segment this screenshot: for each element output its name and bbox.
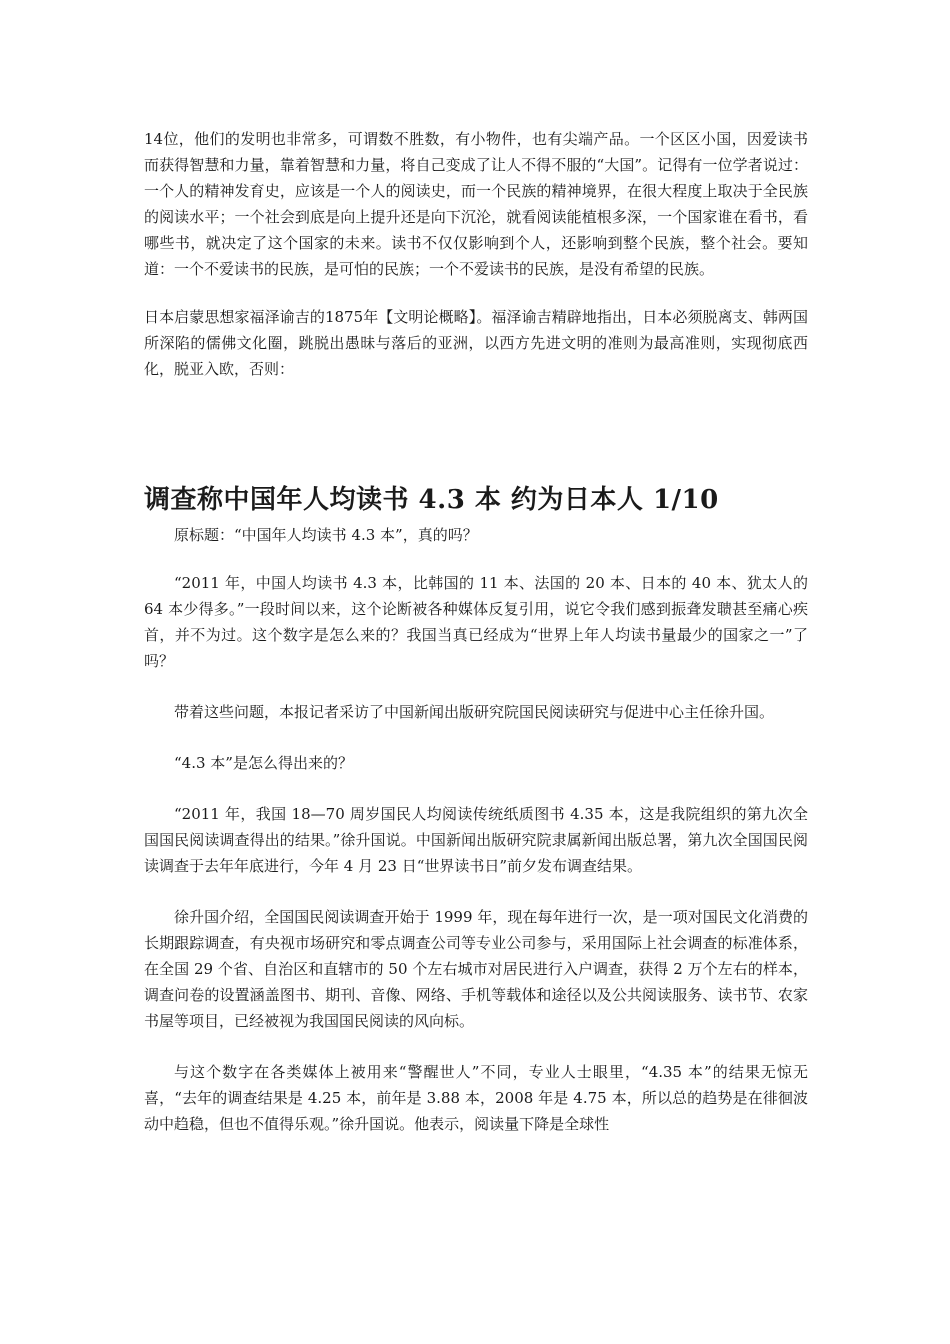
article-paragraph: “2011 年，中国人均读书 4.3 本，比韩国的 11 本、法国的 20 本、日本的 40 本、犹太人的 64 本少得多。”一段时间以来，这个论断被各种媒体反复引用，说它令我们感到振聋发聩甚至痛心疾首，并不为过。这个数字是怎么来的？我国当真已经成为“世界上年人均读书量最少的国家之一”了吗？	[144, 574, 808, 670]
intro-paragraph: 14位，他们的发明也非常多，可谓数不胜数，有小物件，也有尖端产品。一个区区小国，因爱读书而获得智慧和力量，靠着智慧和力量，将自己变成了让人不得不服的“大国”。记得有一位学者说过：一个人的精神发育史，应该是一个人的阅读史，而一个民族的精神境界，在很大程度上取决于全民族的阅读水平；一个社会到底是向上提升还是向下沉沦，就看阅读能植根多深，一个国家谁在看书，看哪些书，就决定了这个国家的未来。读书不仅仅影响到个人，还影响到整个民族，整个社会。要知道：一个不爱读书的民族，是可怕的民族；一个不爱读书的民族，是没有希望的民族。	[144, 130, 808, 278]
document-page	[144, 126, 808, 1162]
article-subtitle: 原标题：“中国年人均读书 4.3 本”，真的吗？	[174, 526, 478, 544]
article-paragraph: 徐升国介绍，全国国民阅读调查开始于 1999 年，现在每年进行一次，是一项对国民文化消费的长期跟踪调查，有央视市场研究和零点调查公司等专业公司参与，采用国际上社会调查的标准体系，在全国 29 个省、自治区和直辖市的 50 个左右城市对居民进行入户调查，获得 2 万个左右的样本，调查问卷的设置涵盖图书、期刊、音像、网络、手机等载体和途径以及公共阅读服务、读书节、农家书屋等项目，已经被视为我国国民阅读的风向标。	[144, 908, 808, 1030]
article-section-heading: “4.3 本”是怎么得出来的？	[174, 754, 353, 772]
article-title: 调查称中国年人均读书 4.3 本 约为日本人 1/10	[144, 485, 719, 515]
article-paragraph: “2011 年，我国 18—70 周岁国民人均阅读传统纸质图书 4.35 本，这是我院组织的第九次全国国民阅读调查得出的结果。”徐升国说。中国新闻出版研究院隶属新闻出版总署，第九次全国国民阅读调查于去年年底进行，今年 4 月 23 日“世界读书日”前夕发布调查结果。	[144, 805, 808, 875]
article-paragraph: 带着这些问题，本报记者采访了中国新闻出版研究院国民阅读研究与促进中心主任徐升国。	[174, 703, 775, 721]
article-paragraph: 与这个数字在各类媒体上被用来“警醒世人”不同，专业人士眼里，“4.35 本”的结果无惊无喜，“去年的调查结果是 4.25 本，前年是 3.88 本，2008 年是 4.75 本，所以总的趋势是在徘徊波动中趋稳，但也不值得乐观。”徐升国说。他表示，阅读量下降是全球性	[144, 1063, 808, 1133]
intro-paragraph: 日本启蒙思想家福泽谕吉的1875年【文明论概略】。福泽谕吉精辟地指出，日本必须脱离支、韩两国所深陷的儒佛文化圈，跳脱出愚昧与落后的亚洲，以西方先进文明的准则为最高准则，实现彻底西化，脱亚入欧，否则：	[144, 308, 808, 378]
